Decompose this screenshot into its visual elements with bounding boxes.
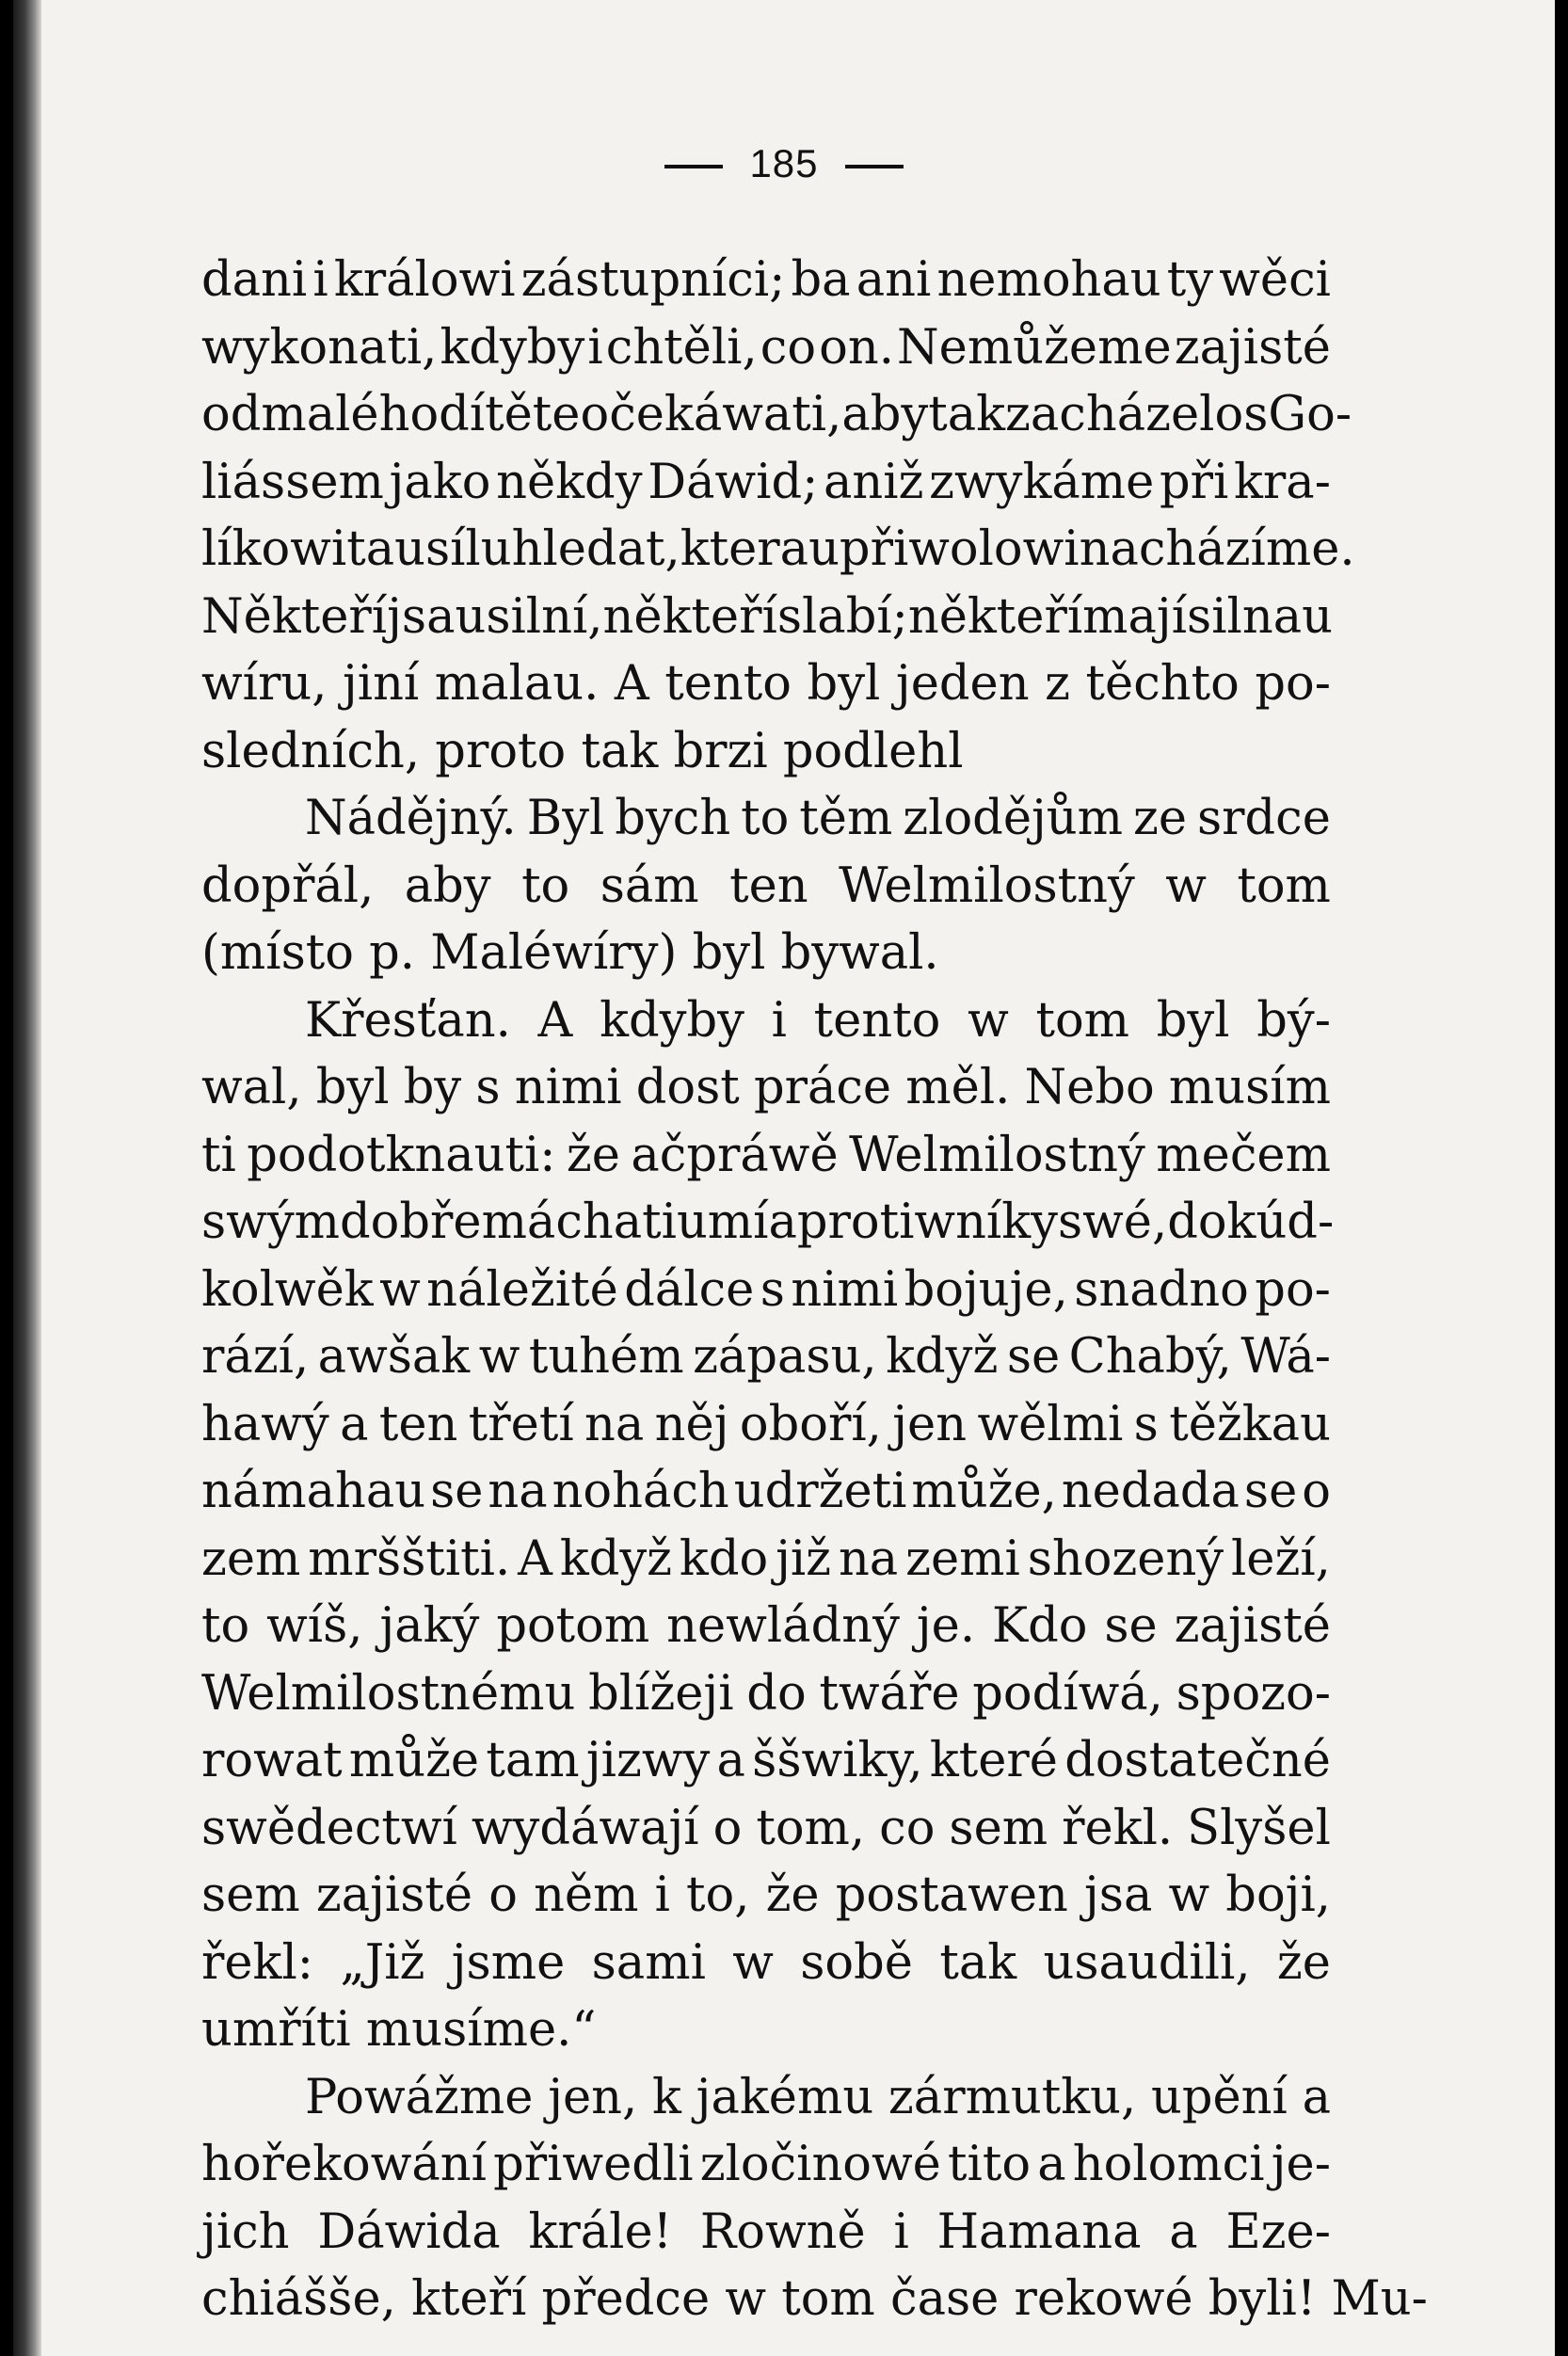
text-line: to wíš, jaký potom newládný je. Kdo se zajisté	[201, 1598, 1331, 1654]
text-line: rowat může tam jizwy a ššwiky, které dostatečné	[201, 1733, 1331, 1788]
text-line: řekl: „Již jsme sami w sobě tak usaudili, že	[201, 1934, 1331, 1991]
text-line: od malého dítěte očekáwati, aby tak zacházelo s Go-	[201, 387, 1352, 442]
text-line: kolwěk w náležité dálce s nimi bojuje, snadno po-	[201, 1261, 1331, 1318]
text-line: wal, byl by s nimi dost práce měl. Nebo musím	[201, 1060, 1331, 1115]
text-line: líkowi tau sílu hledat, kterau při wolowi nacházíme.	[201, 521, 1355, 577]
header-dash-left	[664, 165, 723, 168]
text-line: wykonati, kdyby i chtěli, co on. Nemůžeme zajisté	[201, 319, 1331, 376]
text-line: Nádějný. Byl bych to těm zlodějům ze srdce	[305, 791, 1331, 846]
book-page	[13, 0, 1555, 2356]
text-line: Welmilostnému blížeji do twáře podíwá, spozo-	[201, 1665, 1331, 1722]
text-line: námahau se na nohách udržeti může, nedada se o	[201, 1464, 1331, 1519]
text-line: hořekowání přiwedli zločinowé tito a holomci je-	[201, 2137, 1331, 2192]
text-line: sem zajisté o něm i to, že postawen jsa w boji,	[201, 1867, 1331, 1923]
text-line: dopřál, aby to sám ten Welmilostný w tom	[201, 857, 1331, 914]
text-line: rází, awšak w tuhém zápasu, když se Chabý, Wá-	[201, 1329, 1331, 1385]
binding-edge	[13, 0, 41, 2356]
text-line: (místo p. Maléwíry) byl bywal.	[201, 925, 939, 981]
text-line: zem mršštiti. A když kdo již na zemi shozený leží,	[201, 1531, 1331, 1587]
text-line: hawý a ten třetí na něj oboří, jen wělmi s těžkau	[201, 1396, 1331, 1452]
text-line: swým dobře máchati umí a protiwníky swé, dokúd-	[201, 1194, 1335, 1250]
text-line: liássem jako někdy Dáwid; aniž zwykáme při kra-	[201, 454, 1331, 510]
text-line: swědectwí wydáwají o tom, co sem řekl. Slyšel	[201, 1800, 1331, 1856]
text-line: sledních, proto tak brzi podlehl	[201, 723, 964, 779]
text-line: Powážme jen, k jakému zármutku, upění a	[305, 2069, 1331, 2125]
body-text	[201, 247, 1428, 2333]
text-line: ti podotknauti: že ačpráwě Welmilostný mečem	[201, 1127, 1331, 1183]
header-dash-right	[845, 165, 904, 168]
text-line: Někteří jsau silní, někteří slabí; někteří mají silnau	[201, 588, 1333, 645]
text-line: chiášše, kteří předce w tom čase rekowé byli! Mu-	[201, 2271, 1428, 2327]
text-line: wíru, jiní malau. A tento byl jeden z těchto po-	[201, 656, 1331, 712]
text-line: Křesťan. A kdyby i tento w tom byl bý-	[305, 992, 1331, 1049]
page-header	[13, 141, 1555, 186]
page-number: 185	[749, 141, 819, 185]
text-line: jich Dáwida krále! Rowně i Hamana a Eze-	[201, 2204, 1331, 2260]
text-line: dani i králowi zástupníci; ba ani nemohau ty wěci	[201, 252, 1331, 308]
text-line: umříti musíme.“	[201, 2002, 597, 2058]
